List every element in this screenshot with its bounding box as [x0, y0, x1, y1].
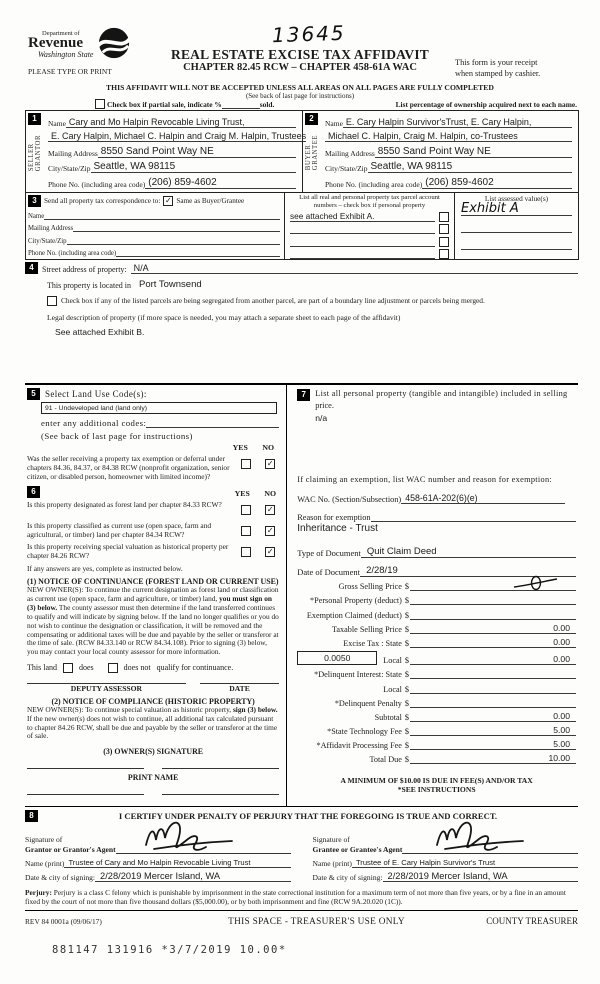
grantor-date-label: Date & city of signing:	[25, 873, 96, 882]
agency-dept-of: Department of	[42, 30, 80, 37]
fee-row-subtotal	[297, 711, 576, 722]
owner-signature-lines-2	[27, 794, 279, 795]
buyer-role-label	[305, 135, 319, 170]
section5-question-row	[27, 455, 279, 482]
seller-phone-label: Phone No. (including area code)	[48, 179, 146, 189]
seller-mailing-field[interactable]: 8550 Sand Point Way NE	[98, 146, 296, 158]
section6-yes-header: YES	[234, 488, 250, 498]
seller-name2-field[interactable]: E. Cary Halpin, Michael C. Halpin and Craig M. Halpin, Trustees	[48, 131, 306, 142]
exemption-deduct-field[interactable]	[410, 609, 576, 620]
notice1-body	[27, 586, 279, 657]
reason-label: Reason for exemption	[297, 513, 371, 522]
dollar-sign: $	[404, 684, 409, 694]
assessor-date-label: DATE	[229, 683, 250, 693]
wac-field[interactable]: 458-61A-202(6)(e)	[401, 493, 565, 504]
dollar-sign: $	[404, 638, 409, 648]
additional-codes-field[interactable]	[146, 418, 279, 428]
section5-see-back: (See back of last page for instructions)	[41, 431, 193, 441]
see-back-note: (See back of last page for instructions)	[245, 91, 355, 100]
perjury-label: Perjury:	[25, 888, 52, 897]
notice2-post: If the new owner(s) does not wish to continue, all additional tax calculated pursuant to chapter 84.26 RCW, shall be due and payable by the seller or transferor at the time of sale.	[27, 713, 278, 741]
reason-value[interactable]: Inheritance - Trust	[297, 523, 378, 534]
section5-number: 5	[27, 388, 40, 400]
seller-city-field[interactable]: Seattle, WA 98115	[91, 161, 297, 173]
minimum-note-line1: A MINIMUM OF $10.00 IS DUE IN FEE(S) AND/OR TAX	[340, 776, 533, 786]
fee-row-exemption	[297, 609, 576, 620]
no-header: NO	[262, 443, 275, 452]
ownership-note: List percentage of ownership acquired next to each name.	[395, 100, 577, 109]
delinq-penalty-label: *Delinquent Penalty	[334, 698, 402, 708]
perjury-body: Perjury is a class C felony which is punishable by imprisonment in the state correctional institution for a maximum term of not more than five years, or by a fine in an amount fixed by the court of not more than five thousand dollars ($5,000.00), or by both imprisonment and fine (RCW 9A.20.020 (1C)).	[25, 888, 566, 907]
seller-role-line2: GRANTOR	[35, 135, 42, 172]
perjury-paragraph	[25, 888, 578, 911]
notice1-title: (1) NOTICE OF CONTINUANCE (FOREST LAND OR CURRENT USE)	[27, 577, 279, 587]
personal-deduct-label: *Personal Property (deduct)	[310, 596, 402, 606]
legal-description-label: Legal description of property (if more space is needed, you may attach a separate sheet to each page of the affidavit)	[47, 313, 401, 322]
parcel-header: List all real and personal property tax parcel account numbers – check box if personal property	[299, 194, 440, 209]
buyer-mailing-field[interactable]: 8550 Sand Point Way NE	[375, 146, 572, 158]
segregated-label: Check box if any of the listed parcels are being segregated from another parcel, are part of a boundary line adjustment or parcels being merged.	[61, 296, 485, 305]
fee-row-personal	[297, 594, 576, 605]
agency-revenue: Revenue	[28, 35, 83, 51]
section8	[25, 810, 578, 882]
buyer-section	[302, 111, 578, 192]
fee-row-total-due	[297, 753, 576, 764]
corr-phone-field[interactable]	[116, 247, 280, 257]
q-forest-text: Is this property designated as forest land per chapter 84.33 RCW?	[27, 499, 222, 509]
delinq-interest-state-label: *Delinquent Interest: State	[314, 670, 402, 680]
buyer-role-line1: BUYER	[305, 144, 312, 171]
section5-yn-header	[27, 443, 277, 452]
seller-name-field[interactable]: Cary and Mo Halpin Revocable Living Trust,	[66, 117, 296, 128]
dollar-sign: $	[404, 596, 409, 606]
total-due-label: Total Due	[369, 755, 402, 765]
corr-city-label: City/State/Zip	[28, 237, 67, 245]
reason-field[interactable]	[371, 512, 576, 522]
treasurer-stamp: 881147 131916 *3/7/2019 10.00*	[52, 944, 287, 956]
assessed-header: List assessed value(s)	[484, 194, 549, 204]
grantor-sig-label1: Signature of	[25, 835, 63, 845]
notice2-body	[27, 706, 279, 741]
left-column	[25, 385, 287, 806]
grantee-name-label: Name (print)	[312, 858, 352, 868]
print-name-title: PRINT NAME	[127, 773, 179, 783]
excise-state-label: Excise Tax : State	[343, 638, 402, 648]
notice1-bold: you must sign on (3) below.	[27, 594, 272, 613]
partial-sale-checkbox[interactable]	[95, 99, 105, 109]
notice2-title: (2) NOTICE OF COMPLIANCE (HISTORIC PROPERTY)	[51, 696, 255, 706]
subtotal-label: Subtotal	[374, 712, 402, 722]
certify-statement: I CERTIFY UNDER PENALTY OF PERJURY THAT THE FOREGOING IS TRUE AND CORRECT.	[118, 811, 498, 821]
segregated-checkbox[interactable]	[47, 296, 57, 306]
grantee-name-field[interactable]: Trustee of E. Cary Halpin Survivor's Trust	[352, 858, 578, 868]
does-not-label: does not	[123, 663, 151, 673]
buyer-phone-field[interactable]: (206) 859-4602	[422, 177, 572, 189]
treasurer-space-label: THIS SPACE - TREASURER'S USE ONLY	[228, 917, 405, 927]
qualify-label: qualify for continuance.	[156, 663, 234, 673]
does-not-checkbox[interactable]	[108, 663, 118, 673]
assessed-field-2[interactable]	[461, 223, 572, 233]
delinq-penalty-field[interactable]	[410, 697, 576, 708]
does-checkbox[interactable]	[63, 663, 73, 673]
handwritten-zero-strikethrough	[512, 575, 558, 593]
form-subtitle: CHAPTER 82.45 RCW – CHAPTER 458-61A WAC	[183, 62, 417, 73]
q-historic-no-checkbox[interactable]: ✓	[266, 546, 274, 556]
parties-box	[25, 110, 579, 260]
section6-number: 6	[27, 486, 40, 498]
excise-local-value: 0.00	[553, 654, 570, 665]
fee-row-gross	[297, 580, 576, 591]
corr-phone-label: Phone No. (including area code)	[28, 250, 117, 258]
q-currentuse-row	[27, 522, 279, 540]
corr-mailing-field[interactable]	[73, 222, 280, 232]
grantor-date-field[interactable]: 2/28/2019 Mercer Island, WA	[95, 871, 290, 882]
parcel-field-2[interactable]	[290, 224, 435, 234]
corr-mailing-label: Mailing Address	[28, 225, 74, 233]
yes-header: YES	[232, 443, 248, 452]
warning-line: THIS AFFIDAVIT WILL NOT BE ACCEPTED UNLESS ALL AREAS ON ALL PAGES ARE FULLY COMPLETED	[106, 83, 494, 92]
buyer-name-field[interactable]: E. Cary Halpin Survivor'sTrust, E. Cary Halpin,	[343, 117, 572, 128]
grantor-name-field[interactable]: Trustee of Cary and Mo Halpin Revocable Living Trust	[64, 858, 290, 868]
tax-correspondence-cell	[26, 193, 284, 259]
dollar-sign: $	[404, 656, 409, 666]
receipt-note-line1: This form is your receipt	[455, 58, 538, 67]
owner-signature-lines-1	[27, 768, 279, 769]
notice2-bold: sign (3) below.	[232, 704, 278, 714]
dollar-sign: $	[404, 624, 409, 634]
receipt-note-line2: when stamped by cashier.	[455, 69, 541, 79]
fee-row-excise-state	[297, 637, 576, 648]
fee-row-delinq-penalty	[297, 697, 576, 708]
assessed-value-field[interactable]: Exhibit A	[461, 203, 572, 216]
section3-row	[26, 192, 578, 259]
excise-state-field[interactable]	[410, 637, 576, 648]
seller-role-label	[28, 135, 42, 171]
mid-columns	[25, 383, 578, 807]
parcel-personal-checkbox-1[interactable]	[439, 212, 449, 222]
buyer-name-label: Name	[325, 118, 343, 128]
parcel-numbers-cell	[284, 193, 454, 259]
taxable-price-label: Taxable Selling Price	[331, 624, 402, 634]
affidavit-fee-value: 5.00	[553, 739, 570, 750]
continuance-qualify-row	[27, 663, 279, 673]
rev-form-number: REV 84 0001a (09/06/17)	[25, 917, 102, 926]
delinq-interest-local-field[interactable]	[410, 683, 576, 694]
personal-property-label2: price.	[315, 401, 334, 410]
personal-property-label: List all personal property (tangible and intangible) included in selling	[315, 389, 568, 398]
seller-name-label: Name	[48, 118, 66, 128]
send-correspondence-label: Send all property tax correspondence to:	[44, 197, 161, 206]
footer-row	[25, 916, 578, 927]
owner-signature-line-1a[interactable]	[27, 768, 144, 769]
local-rate-box[interactable]: 0.0050	[297, 651, 377, 665]
excise-state-value: 0.00	[553, 636, 570, 647]
grantor-signature-scribble	[140, 817, 245, 860]
q-historic-yes-checkbox[interactable]	[241, 547, 251, 557]
taxable-price-value: 0.00	[553, 622, 570, 633]
exemption-note: If claiming an exemption, list WAC number and reason for exemption:	[297, 475, 553, 484]
tech-fee-value: 5.00	[553, 725, 570, 736]
corr-name-label: Name	[28, 212, 45, 220]
notice2-pre: NEW OWNER(S): To continue special valuation as historic property,	[27, 704, 233, 714]
buyer-name2-field[interactable]: Michael C. Halpin, Craig M. Halpin, co-Trustees	[325, 131, 572, 142]
land-use-code-select[interactable]: 91 - Undeveloped land (land only)	[41, 402, 277, 414]
dollar-sign: $	[404, 741, 409, 751]
gross-price-label: Gross Selling Price	[338, 582, 402, 592]
total-due-field[interactable]	[410, 753, 576, 764]
right-column	[287, 385, 578, 806]
grantor-name-label: Name (print)	[25, 858, 65, 868]
county-treasurer-label: COUNTY TREASURER	[486, 916, 578, 926]
owner-signature-line-1b[interactable]	[162, 768, 279, 769]
delinq-interest-local-label: Local	[383, 684, 402, 694]
located-in-field[interactable]: Port Townsend	[138, 279, 202, 290]
fee-row-delinq-interest-local	[297, 683, 576, 694]
notice1-pre: NEW OWNER(S): To continue the current designation as forest land or classification as current use (open space, farm and agriculture, or timber) land,	[27, 585, 279, 604]
parcel-personal-checkbox-3[interactable]	[439, 237, 449, 247]
doc-date-label: Date of Document	[297, 567, 361, 577]
total-due-value: 10.00	[548, 753, 570, 764]
grantor-sig-label2: Grantor or Grantor's Agent	[25, 844, 116, 854]
fee-row-tech-fee	[297, 725, 576, 736]
same-as-buyer-label: Same as Buyer/Grantee	[176, 197, 245, 206]
seller-section	[26, 111, 307, 192]
delinq-interest-state-field[interactable]	[410, 668, 576, 679]
grantor-signature-block	[25, 824, 291, 882]
q-currentuse-text: Is this property classified as current use (open space, farm and agricultural, or timber) land per chapter 84.34 RCW?	[27, 520, 212, 539]
subtotal-value: 0.00	[553, 710, 570, 721]
fee-row-taxable	[297, 623, 576, 634]
dollar-sign: $	[404, 610, 409, 620]
parties-row	[26, 111, 578, 192]
corr-city-field[interactable]	[67, 235, 280, 245]
buyer-role-line2: GRANTEE	[312, 135, 319, 171]
fee-row-delinq-interest-state	[297, 668, 576, 679]
grantee-signature-block	[313, 824, 579, 882]
wac-label: WAC No. (Section/Subsection)	[297, 495, 402, 504]
affidavit-fee-field[interactable]	[410, 739, 576, 750]
doc-type-label: Type of Document	[297, 548, 361, 558]
section3-number: 3	[28, 195, 41, 207]
dollar-sign: $	[404, 755, 409, 765]
dollar-sign: $	[404, 670, 409, 680]
tech-fee-label: *State Technology Fee	[327, 727, 402, 737]
section4-number: 4	[25, 262, 38, 274]
does-label: does	[79, 663, 94, 673]
this-land-label: This land	[27, 663, 57, 673]
parcel-personal-checkbox-4[interactable]	[439, 249, 449, 259]
dollar-sign: $	[404, 582, 409, 592]
grantee-sig-label1: Signature of	[312, 835, 350, 845]
q-forest-row	[27, 501, 279, 519]
section5-yes-checkbox[interactable]	[241, 459, 251, 469]
q-currentuse-no-checkbox[interactable]: ✓	[266, 525, 274, 535]
assessed-values-cell	[454, 193, 578, 259]
located-in-label: This property is located in	[47, 281, 131, 290]
seller-role-line1: SELLER	[28, 143, 35, 172]
receipt-note	[455, 57, 540, 79]
seller-city-label: City/State/Zip	[48, 164, 91, 173]
section5-question: Was the seller receiving a property tax exemption or deferral under chapters 84.36, 84.37, or 84.38 RCW (nonprofit organization, senior citizen, or disabled person, homeowner with limited income)?	[27, 454, 230, 481]
fee-row-affidavit-fee	[297, 739, 576, 750]
parcel-personal-checkbox-2[interactable]	[439, 224, 449, 234]
q-historic-row	[27, 543, 279, 561]
section7-number: 7	[297, 389, 310, 401]
taxable-price-field[interactable]	[410, 623, 576, 634]
personal-deduct-field[interactable]	[410, 594, 576, 605]
street-address-field[interactable]: N/A	[131, 263, 578, 274]
q-currentuse-yes-checkbox[interactable]	[241, 526, 251, 536]
section6-yn-header	[233, 489, 279, 498]
section1-number: 1	[28, 113, 41, 125]
buyer-city-field[interactable]: Seattle, WA 98115	[368, 161, 573, 173]
q-historic-text: Is this property receiving special valuation as historical property per chapter 84.26 RCW?	[27, 541, 229, 560]
partial-sale-label: Check box if partial sale, indicate %	[107, 100, 222, 109]
buyer-city-label: City/State/Zip	[325, 164, 368, 173]
parcel-value-field[interactable]: see attached Exhibit A.	[290, 211, 435, 222]
dollar-sign: $	[404, 727, 409, 737]
q-forest-yes-checkbox[interactable]	[241, 505, 251, 515]
grantee-date-label: Date & city of signing:	[312, 873, 383, 882]
sold-label: sold.	[259, 100, 275, 109]
tech-fee-field[interactable]	[410, 725, 576, 736]
parcel-field-3[interactable]	[290, 237, 435, 247]
parcel-field-4[interactable]	[290, 249, 435, 259]
handwritten-receipt-number: 13645	[271, 20, 347, 48]
grantee-date-field[interactable]: 2/28/2019 Mercer Island, WA	[383, 871, 578, 882]
same-as-buyer-checkbox[interactable]: ✓	[165, 196, 172, 206]
agency-wa-state: Washington State	[38, 50, 94, 59]
grantee-signature-scribble	[431, 817, 536, 860]
excise-local-field[interactable]	[410, 654, 576, 665]
exemption-deduct-label: Exemption Claimed (deduct)	[306, 610, 402, 620]
partial-sale-row	[95, 99, 577, 109]
section4	[25, 262, 578, 337]
dollar-sign: $	[404, 712, 409, 722]
land-use-title: Select Land Use Code(s):	[45, 389, 147, 399]
section6-instruction: If any answers are yes, complete as instructed below.	[27, 563, 183, 573]
notice1-post: The county assessor must then determine if the land transferred continues to qualify and will indicate by signing below. If the land no longer qualifies or you do not wish to continue the designation or classification, it will be removed and the compensating or additional taxes will be due and payable by the seller or transferor at the time of sale. (RCW 84.33.140 or RCW 84.34.108). Prior to signing (3) below, you may contact your local county assessor for more information.	[27, 603, 279, 657]
please-type-or-print: PLEASE TYPE OR PRINT	[28, 67, 112, 76]
minimum-note-line2: *SEE INSTRUCTIONS	[397, 785, 476, 795]
affidavit-fee-label: *Affidavit Processing Fee	[316, 741, 402, 751]
doc-type-field[interactable]: Quit Claim Deed	[361, 546, 576, 558]
section8-number: 8	[25, 810, 38, 822]
seller-phone-field[interactable]: (206) 859-4602	[145, 177, 296, 189]
partial-sale-percent-line[interactable]	[222, 108, 260, 109]
grantee-sig-label2: Grantee or Grantee's Agent	[312, 844, 403, 854]
legal-description-value[interactable]: See attached Exhibit B.	[55, 327, 145, 337]
dollar-sign: $	[404, 698, 409, 708]
excise-local-label: Local	[383, 656, 402, 666]
buyer-mailing-label: Mailing Address	[325, 148, 375, 158]
additional-codes-label: enter any additional codes:	[41, 418, 147, 428]
owners-signature-title: (3) OWNER(S) SIGNATURE	[103, 747, 204, 757]
assessor-signature-labels	[27, 684, 279, 693]
gross-price-field[interactable]	[410, 580, 576, 591]
section2-number: 2	[305, 113, 318, 125]
form-title: REAL ESTATE EXCISE TAX AFFIDAVIT	[171, 47, 429, 62]
street-address-label: Street address of property:	[42, 265, 127, 274]
owner-print-line-2a[interactable]	[27, 794, 144, 795]
seller-mailing-label: Mailing Address	[48, 148, 98, 158]
personal-property-value[interactable]: n/a	[315, 413, 328, 423]
subtotal-field[interactable]	[410, 711, 576, 722]
assessed-field-3[interactable]	[461, 240, 572, 250]
corr-name-field[interactable]	[44, 210, 280, 220]
owner-print-line-2b[interactable]	[162, 794, 279, 795]
section6-no-header: NO	[264, 488, 277, 498]
fee-row-local	[297, 651, 576, 665]
deputy-assessor-label: DEPUTY ASSESSOR	[70, 683, 143, 693]
buyer-phone-label: Phone No. (including area code)	[325, 179, 423, 189]
q-forest-no-checkbox[interactable]: ✓	[266, 504, 274, 514]
section5-no-checkbox[interactable]: ✓	[266, 459, 274, 468]
doc-date-field[interactable]: 2/28/19	[360, 565, 576, 577]
